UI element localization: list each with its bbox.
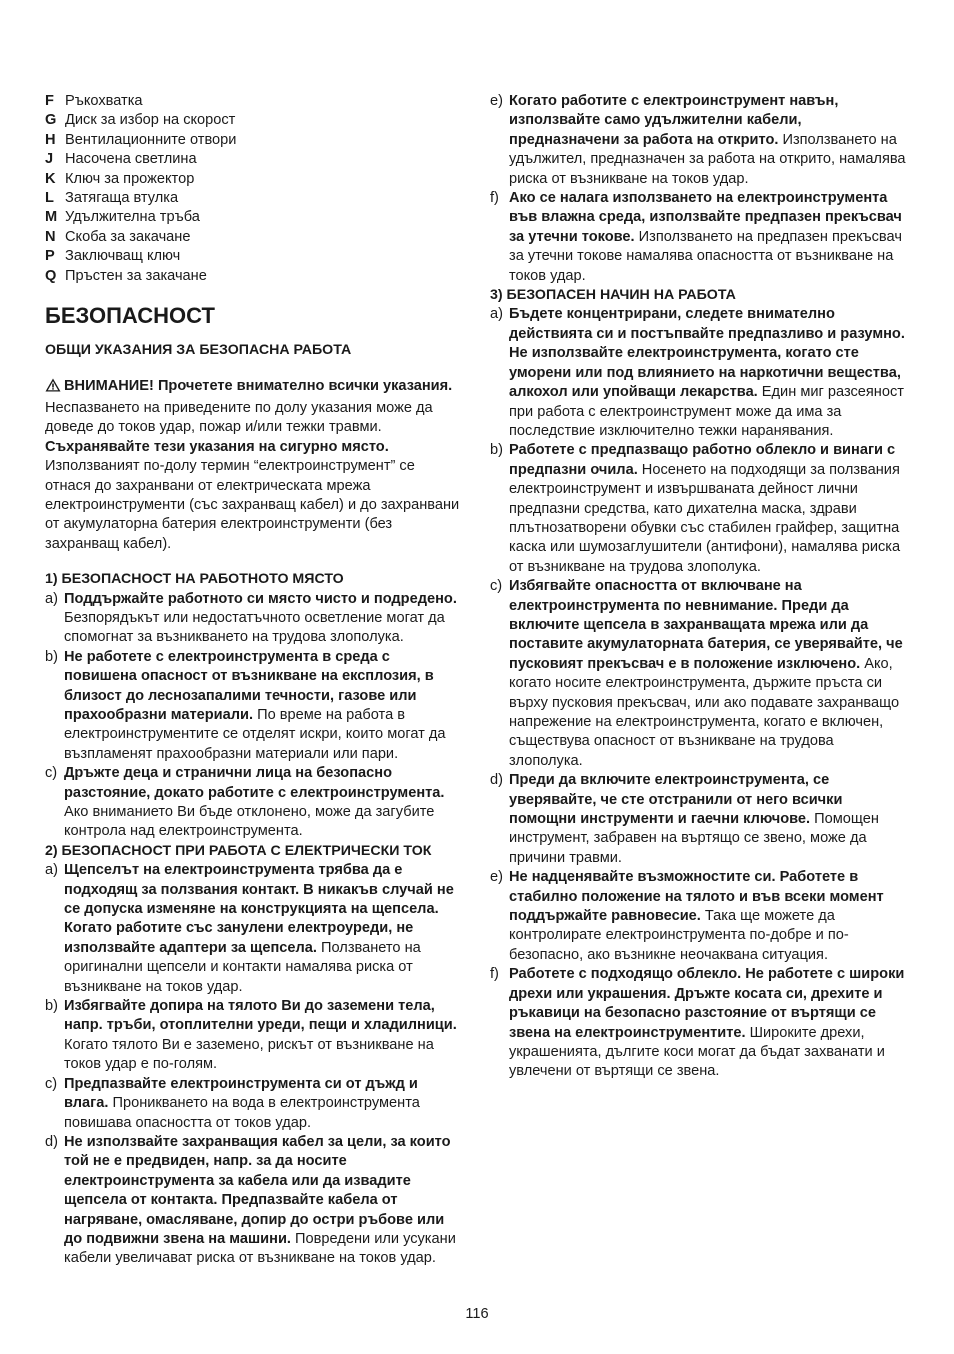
list-item (490, 577, 910, 771)
item-letter: e) (490, 93, 503, 109)
legend-row (45, 131, 463, 150)
item-text: Използването на предпазен прекъсвач за утечни токове намалява опасността от възникване на токов удар. (509, 228, 902, 284)
list-item (490, 771, 910, 868)
right-column (490, 92, 910, 1082)
legend-letter: P (45, 248, 55, 265)
section-heading: БЕЗОПАСНОСТ (45, 303, 215, 329)
item-letter: a) (45, 862, 58, 879)
legend-text: Диск за избор на скорост (65, 112, 236, 129)
item-bold: Не работете с електроинструмента в среда с повишена опасност от възникване на експлозия, в близост до леснозапалими течности, газове или прахообразни материали. (64, 648, 434, 723)
item-letter: f) (490, 966, 499, 983)
item-bold: Не използвайте захранващия кабел за цели, за които той не е предвиден, напр. за да носите електроинструмента за кабела или да извадите щепсела от контакта. Предпазвайте кабела от нагряване, омасляване, допир до остри ръбове или до подвижни звена на машини. (64, 1133, 451, 1247)
item-bold: Дръжте деца и странични лица на безопасно разстояние, докато работите с електроинструмента. (64, 765, 445, 801)
legend-text: Скоба за закачане (65, 228, 191, 245)
warning-bold: ВНИМАНИЕ! Прочетете внимателно всички указания. (64, 378, 453, 395)
item-bold: Щепселът на електроинструмента трябва да е подходящ за ползвания контакт. В никакъв случай не се допуска изменяне на конструкцията на щепсела. Когато работите със занулени електроуреди, не използвайте адаптери за щепсела. (64, 862, 454, 956)
list-item (490, 189, 910, 286)
legend-text: Заключващ ключ (65, 248, 181, 265)
legend-text: Ръкохватка (65, 93, 143, 109)
list-item (490, 92, 910, 189)
item-letter: a) (490, 306, 503, 323)
item-text: Ако, когато носите електроинструмента, държите пръста си върху пусковия прекъсвач, или ако подавате захранващо напрежение на електроинструмента, когато е включен, съществува опасност от възникване на трудова злополука. (509, 655, 900, 769)
legend-row (45, 189, 463, 208)
legend-row (45, 208, 463, 227)
legend-row (45, 247, 463, 266)
warning-paragraph (45, 377, 463, 554)
parts-legend (45, 92, 463, 286)
item-bold: Работете с подходящо облекло. Не работете с широки дрехи или украшения. Дръжте косата си, дрехите и ръкавици на безопасно разстояние от въртящи се звена на електроинструментите. (509, 966, 905, 1041)
item-bold: Поддържайте работното си място чисто и подредено. (64, 590, 457, 607)
item-letter: c) (45, 765, 58, 782)
item-text: Носенето на подходящи за ползвания електроинструмент и извършваната дейност лични предпазни средства, като дихателна маска, здрави плътнозатворени обувки със стабилен грайфер, защитна каска или шумозаглушители (антифони), намалява риска от възникване на трудова злополука. (509, 461, 901, 575)
item-text: Използването на удължител, предназначен за работа на открито, намалява риска от възникване на токов удар. (509, 131, 906, 187)
list-item (45, 1133, 463, 1269)
item-text: Ако вниманието Ви бъде отклонено, може да загубите контрола над електроинструмента. (64, 804, 435, 840)
legend-letter: H (45, 131, 56, 148)
item-letter: b) (490, 442, 503, 459)
legend-row (45, 92, 463, 111)
item-text: Помощен инструмент, забравен на въртящо се звено, може да причини травми. (509, 811, 879, 866)
item-letter: e) (490, 869, 503, 886)
item-bold: Избягвайте опасността от включване на електроинструмента по невнимание. Преди да включите щепсела в захранващата мрежа или да поставите акумулаторната батерия, се уверявайте, че пусковият прекъсвач е в положение изключено. (509, 578, 903, 672)
item-bold: Бъдете концентрирани, следете внимателно действията си и постъпвайте предпазливо и разумно. Не използвайте електроинструмента, когато сте уморени или под влиянието на наркотични вещества, алкохол или упойващи лекарства. (509, 306, 905, 401)
section-title-safe-work: 3) БЕЗОПАСЕН НАЧИН НА РАБОТА (490, 287, 736, 304)
item-letter: c) (45, 1075, 58, 1092)
legend-letter: K (45, 170, 56, 187)
legend-text: Насочена светлина (65, 151, 197, 168)
item-letter: b) (45, 648, 58, 665)
legend-row (45, 267, 463, 286)
item-text: Когато тялото Ви е заземено, рискът от възникване на токов удар е по-голям. (64, 1036, 434, 1073)
item-bold: Когато работите с електроинструмент навън, използвайте само удължителни кабели, предназначени за работа на открито. (509, 93, 839, 148)
legend-text: Затягаща втулка (65, 190, 179, 207)
legend-text: Пръстен за закачане (65, 267, 207, 284)
list-item (45, 861, 463, 997)
section-subheading: ОБЩИ УКАЗАНИЯ ЗА БЕЗОПАСНА РАБОТА (45, 342, 352, 359)
legend-letter: G (45, 112, 57, 129)
section-title-workplace: 1) БЕЗОПАСНОСТ НА РАБОТНОТО МЯСТО (45, 571, 344, 588)
legend-letter: Q (45, 267, 57, 284)
legend-letter: N (45, 228, 56, 245)
keep-instructions-bold: Съхранявайте тези указания на сигурно място. (45, 438, 389, 455)
list-item (45, 1075, 463, 1133)
list-item (45, 590, 463, 648)
item-text: По време на работа в електроинструментите се отделят искри, които могат да възпламенят прахообразни материали или пари. (64, 706, 446, 762)
list-item (490, 441, 910, 577)
legend-text: Удължителна тръба (65, 209, 200, 226)
legend-letter: L (45, 190, 54, 207)
legend-row (45, 150, 463, 169)
item-text: Безпорядъкът или недостатъчното осветление могат да спомогнат за възникването на трудова злополука. (64, 609, 445, 646)
item-letter: c) (490, 578, 503, 595)
item-text: Един миг разсеяност при работа с електроинструмент може да има за последствие изключително тежки наранявания. (509, 384, 904, 439)
item-text: Проникването на вода в електроинструмента повишава опасността от токов удар. (64, 1095, 420, 1131)
list-item (45, 997, 463, 1075)
item-bold: Работете с предпазващо работно облекло и винаги с предпазни очила. (509, 442, 896, 478)
list-item (490, 868, 910, 965)
item-bold: Предпазвайте електроинструмента си от дъжд и влага. (64, 1075, 418, 1112)
item-text: Ползването на оригинални щепсели и контакти намалява риска от възникване на токов удар. (64, 939, 421, 995)
list-item (490, 305, 910, 441)
legend-letter: J (45, 151, 54, 168)
item-letter: d) (45, 1133, 58, 1150)
item-letter: b) (45, 998, 58, 1015)
list-item (45, 764, 463, 842)
page-number: 116 (465, 1306, 489, 1322)
legend-letter: F (45, 93, 54, 109)
item-bold: Преди да включите електроинструмента, се уверявайте, че сте отстранили от него всички помощни инструменти и гаечни ключове. (509, 772, 843, 828)
section-title-electrical: 2) БЕЗОПАСНОСТ ПРИ РАБОТА С ЕЛЕКТРИЧЕСКИ ТОК (45, 842, 432, 859)
warning-triangle-icon (45, 378, 61, 398)
left-column (45, 92, 463, 1269)
legend-row (45, 111, 463, 130)
item-text: Широките дрехи, украшенията, дългите коси могат да бъдат захванати и увлечени от въртящи се звена. (509, 1024, 885, 1080)
item-letter: a) (45, 590, 58, 607)
item-bold: Ако се налага използването на електроинструмента във влажна среда, използвайте предпазен прекъсвач за утечни токове. (509, 190, 902, 245)
legend-text: Вентилационните отвори (65, 131, 237, 148)
item-bold: Не надценявайте възможностите си. Работете в стабилно положение на тялото и във всеки момент поддържайте равновесие. (509, 869, 884, 925)
item-letter: f) (490, 190, 499, 207)
item-text: Така ще можете да контролирате електроинструмента по-добре и по-безопасно, ако възникне неочаквана ситуация. (509, 908, 849, 963)
legend-text: Ключ за прожектор (65, 170, 195, 187)
warning-text: Използваният по-долу термин “електроинструмент” се отнася до захранвани от електрическата мрежа електроинструменти (със захранващ кабел) и до захранвани от акумулаторна батерия електроинструменти (без захранващ кабел). (45, 458, 460, 552)
item-letter: d) (490, 772, 503, 789)
legend-row (45, 228, 463, 247)
legend-letter: M (45, 209, 58, 226)
list-item (45, 648, 463, 764)
item-text: Повредени или усукани кабели увеличават риска от възникване на токов удар. (64, 1230, 456, 1267)
legend-row (45, 170, 463, 189)
list-item (490, 965, 910, 1081)
warning-text: Неспазването на приведените по долу указания може да доведе до токов удар, пожар и/или тежки травми. (45, 399, 433, 436)
item-bold: Избягвайте допира на тялото Ви до заземени тела, напр. тръби, отоплителни уреди, пещи и хладилници. (64, 998, 457, 1034)
